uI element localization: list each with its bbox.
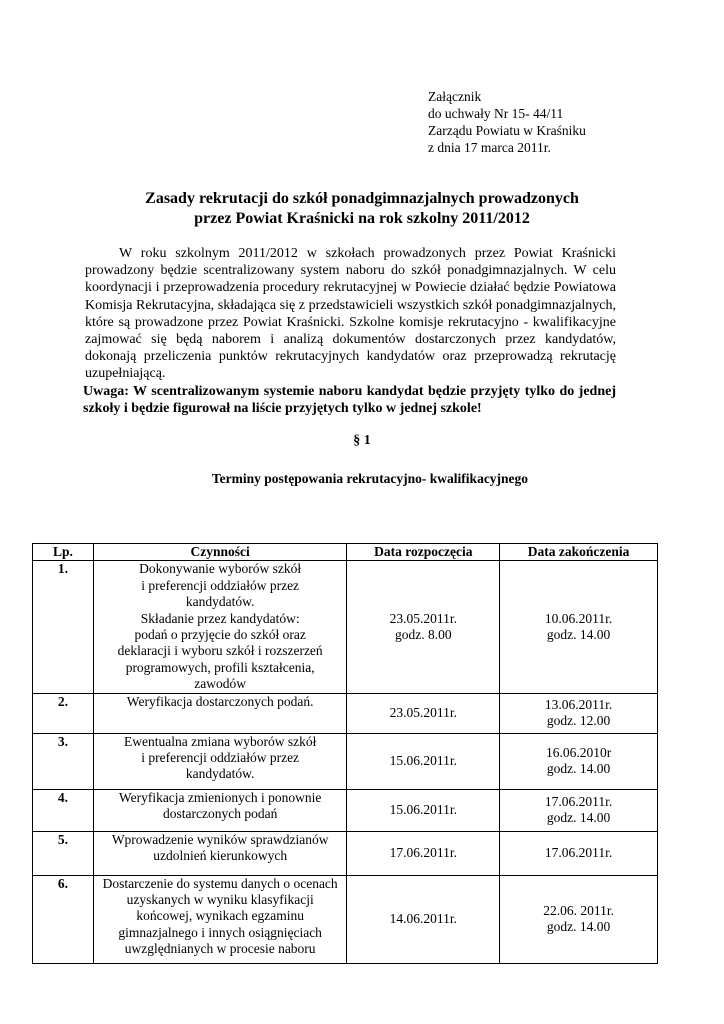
row-activity: Dostarczenie do systemu danych o ocenach uzyskanych w wyniku klasyfikacji końcowej, wynikach egzaminu gimnazjalnego i innych osiągnięciach uwzględnianych w procesie naboru	[93, 875, 347, 963]
table-header-row	[33, 544, 658, 561]
header-start-date: Data rozpoczęcia	[347, 544, 500, 561]
row-end-date: 17.06.2011r. godz. 14.00	[500, 789, 658, 831]
table-row	[33, 693, 658, 733]
row-start-date: 23.05.2011r.	[347, 693, 500, 733]
row-start-date: 17.06.2011r.	[347, 831, 500, 875]
row-lp: 1.	[33, 561, 94, 693]
intro-paragraph: W roku szkolnym 2011/2012 w szkołach prowadzonych przez Powiat Kraśnicki prowadzony będzie scentralizowany system naboru do szkół ponadgimnazjalnych. W celu koordynacji i przeprowadzenia procedury rekrutacyjnej w Powiecie działać będzie Powiatowa Komisja Rekrutacyjna, składająca się z przedstawicieli wszystkich szkół ponadgimnazjalnych, które są prowadzone przez Powiat Kraśnicki. Szkolne komisje rekrutacyjno - kwalifikacyjne zajmować się będą naborem i analizą dokumentów dostarczonych przez kandydatów, dokonają przeliczenia punktów rekrutacyjnych kandydatów oraz przeprowadzą rekrutację uzupełniającą.	[85, 246, 616, 382]
header-end-date: Data zakończenia	[500, 544, 658, 561]
row-start-date: 15.06.2011r.	[347, 733, 500, 789]
section-mark: § 1	[353, 433, 371, 448]
row-start-date: 14.06.2011r.	[347, 875, 500, 963]
row-activity: Dokonywanie wyborów szkół i preferencji oddziałów przez kandydatów. Składanie przez kandydatów: podań o przyjęcie do szkół oraz deklaracji i wyboru szkół i rozszerzeń programowych, profili kształcenia, zawodów	[93, 561, 347, 693]
row-start-date: 15.06.2011r.	[347, 789, 500, 831]
row-start-date: 23.05.2011r. godz. 8.00	[347, 561, 500, 693]
header-activity: Czynności	[93, 544, 347, 561]
row-end-date: 10.06.2011r. godz. 14.00	[500, 561, 658, 693]
document-title	[60, 189, 664, 229]
annex-board: Zarządu Powiatu w Kraśniku	[428, 123, 586, 138]
schedule-table	[32, 543, 658, 964]
annex-resolution: do uchwały Nr 15- 44/11	[428, 106, 564, 121]
table-row	[33, 875, 658, 963]
annex-block	[428, 88, 586, 156]
intro-warning: Uwaga: W scentralizowanym systemie naboru kandydat będzie przyjęty tylko do jednej szkoły i będzie figurował na liście przyjętych tylko w jednej szkole!	[83, 383, 616, 416]
row-lp: 2.	[33, 693, 94, 733]
table-row	[33, 831, 658, 875]
row-end-date: 13.06.2011r. godz. 12.00	[500, 693, 658, 733]
row-activity: Weryfikacja zmienionych i ponownie dostarczonych podań	[93, 789, 347, 831]
table-row	[33, 561, 658, 693]
section-title: Terminy postępowania rekrutacyjno- kwalifikacyjnego	[211, 471, 529, 486]
table-row	[33, 733, 658, 789]
row-activity: Wprowadzenie wyników sprawdzianów uzdolnień kierunkowych	[93, 831, 347, 875]
annex-label: Załącznik	[428, 89, 482, 104]
title-line-1: Zasady rekrutacji do szkół ponadgimnazjalnych prowadzonych	[145, 190, 579, 207]
header-lp: Lp.	[33, 544, 94, 561]
intro-text	[85, 245, 616, 417]
row-end-date: 17.06.2011r.	[500, 831, 658, 875]
row-activity: Weryfikacja dostarczonych podań.	[93, 693, 347, 733]
row-activity: Ewentualna zmiana wyborów szkół i preferencji oddziałów przez kandydatów.	[93, 733, 347, 789]
title-line-2: przez Powiat Kraśnicki na rok szkolny 2011/2012	[194, 210, 530, 227]
row-lp: 5.	[33, 831, 94, 875]
table-row	[33, 789, 658, 831]
row-lp: 3.	[33, 733, 94, 789]
row-lp: 4.	[33, 789, 94, 831]
row-end-date: 22.06. 2011r. godz. 14.00	[500, 875, 658, 963]
annex-date: z dnia 17 marca 2011r.	[428, 140, 551, 155]
row-end-date: 16.06.2010r godz. 14.00	[500, 733, 658, 789]
row-lp: 6.	[33, 875, 94, 963]
